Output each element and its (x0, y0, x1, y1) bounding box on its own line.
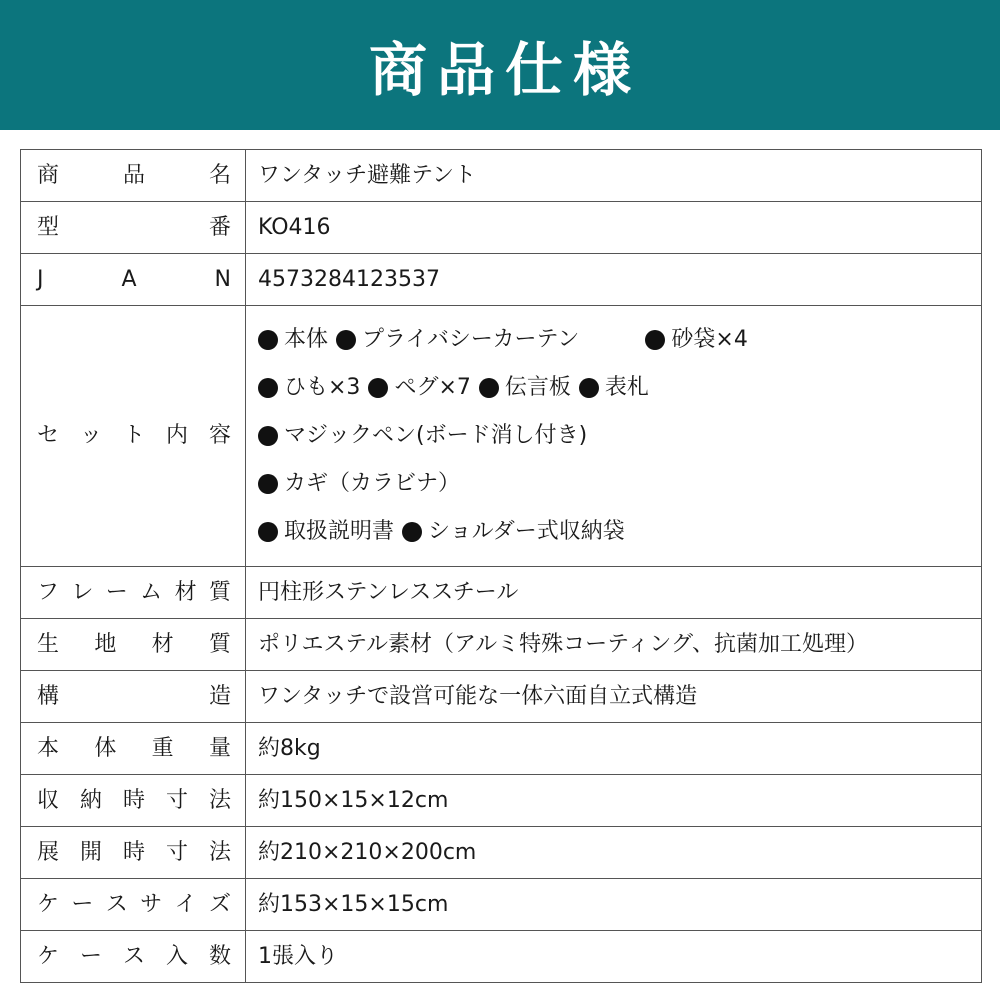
bullet-icon (645, 330, 665, 350)
set-item-text: カギ（カラビナ） (284, 471, 461, 496)
spec-row (21, 723, 982, 775)
bullet-icon (258, 426, 278, 446)
spec-value-text: ワンタッチで設営可能な一体六面自立式構造 (258, 683, 698, 709)
bullet-icon (579, 378, 599, 398)
set-item-text: 表札 (604, 375, 649, 400)
set-item-text: マジックペン(ボード消し付き) (284, 423, 588, 448)
set-item (645, 329, 747, 351)
bullet-icon (402, 522, 422, 542)
set-contents-line (258, 463, 981, 505)
spec-label-text: ケ ー ス 入 数 (37, 943, 231, 969)
spec-label (21, 775, 246, 827)
set-item (479, 377, 571, 399)
set-contents-line (258, 319, 981, 361)
set-item (258, 329, 328, 351)
spec-label-text: 本 体 重 量 (37, 735, 231, 761)
spec-value (246, 254, 982, 306)
spec-row (21, 879, 982, 931)
spec-label (21, 567, 246, 619)
spec-label (21, 931, 246, 983)
spec-label (21, 879, 246, 931)
spec-row (21, 775, 982, 827)
spec-label-text: セ ッ ト 内 容 (37, 423, 231, 448)
bullet-icon (258, 522, 278, 542)
header-banner (0, 0, 1000, 130)
set-item (258, 521, 394, 543)
spec-label-text: 展 開 時 寸 法 (37, 839, 231, 865)
spec-row (21, 254, 982, 306)
spec-label-text: J A N (37, 266, 231, 292)
set-item-text: プライバシーカーテン (362, 327, 580, 352)
spec-value (246, 879, 982, 931)
spec-value (246, 202, 982, 254)
spec-label (21, 827, 246, 879)
spec-label-text: ケ ー ス サ イ ズ (37, 891, 231, 917)
set-contents-line (258, 367, 981, 409)
set-contents-line (258, 511, 981, 553)
spec-value-text: 1張入り (258, 943, 338, 969)
spec-value (246, 619, 982, 671)
spec-value-text: ポリエステル素材（アルミ特殊コーティング、抗菌加工処理） (258, 631, 869, 657)
set-item (336, 329, 579, 351)
bullet-icon (258, 474, 278, 494)
spec-value (246, 723, 982, 775)
set-item-text: 取扱説明書 (284, 519, 395, 544)
spec-value-text: ワンタッチ避難テント (258, 162, 477, 188)
spec-value (246, 567, 982, 619)
spec-value-text: 4573284123537 (258, 266, 440, 292)
spec-label (21, 202, 246, 254)
spec-value-text: 約8kg (258, 735, 321, 761)
set-item-text: ショルダー式収納袋 (428, 519, 625, 544)
spec-label-text: 商 品 名 (37, 162, 231, 188)
set-item-text: ペグ×7 (394, 375, 471, 400)
spec-label-text: 構 造 (37, 683, 231, 709)
spec-value (246, 827, 982, 879)
spec-label-text: 収 納 時 寸 法 (37, 787, 231, 813)
set-item-text: 砂袋×4 (671, 327, 748, 352)
spec-value (246, 931, 982, 983)
spec-label-text: 型 番 (37, 214, 231, 240)
spec-value-text: 約150×15×12cm (258, 787, 449, 813)
spec-label (21, 254, 246, 306)
spec-value-text: 約153×15×15cm (258, 891, 449, 917)
spec-row (21, 827, 982, 879)
bullet-icon (368, 378, 388, 398)
spec-value-text: KO416 (258, 214, 331, 240)
spec-value (246, 306, 982, 567)
set-item (258, 425, 587, 447)
bullet-icon (258, 378, 278, 398)
spec-value (246, 775, 982, 827)
set-item-text: 伝言板 (504, 375, 571, 400)
set-item (258, 473, 460, 495)
spec-row (21, 202, 982, 254)
bullet-icon (479, 378, 499, 398)
spec-value-text: 約210×210×200cm (258, 839, 477, 865)
set-contents (258, 306, 981, 566)
spec-label (21, 723, 246, 775)
spec-row (21, 567, 982, 619)
spec-row (21, 619, 982, 671)
set-item (258, 377, 360, 399)
spec-label (21, 671, 246, 723)
spec-row (21, 150, 982, 202)
set-item (402, 521, 625, 543)
spec-value (246, 150, 982, 202)
spec-value (246, 671, 982, 723)
spec-label (21, 306, 246, 567)
set-item (579, 377, 649, 399)
spec-label-text: フ レ ー ム 材 質 (37, 579, 231, 605)
spec-label (21, 150, 246, 202)
spec-row (21, 931, 982, 983)
set-contents-line (258, 415, 981, 457)
spec-value-text: 円柱形ステンレススチール (258, 579, 519, 605)
set-item-text: 本体 (284, 327, 329, 352)
spec-row (21, 671, 982, 723)
page-title: 商品仕様 (368, 36, 641, 104)
set-item (368, 377, 470, 399)
spec-row (21, 306, 982, 567)
spec-label (21, 619, 246, 671)
bullet-icon (336, 330, 356, 350)
set-item-text: ひも×3 (284, 375, 361, 400)
bullet-icon (258, 330, 278, 350)
spec-table (20, 149, 982, 983)
spec-label-text: 生 地 材 質 (37, 631, 231, 657)
